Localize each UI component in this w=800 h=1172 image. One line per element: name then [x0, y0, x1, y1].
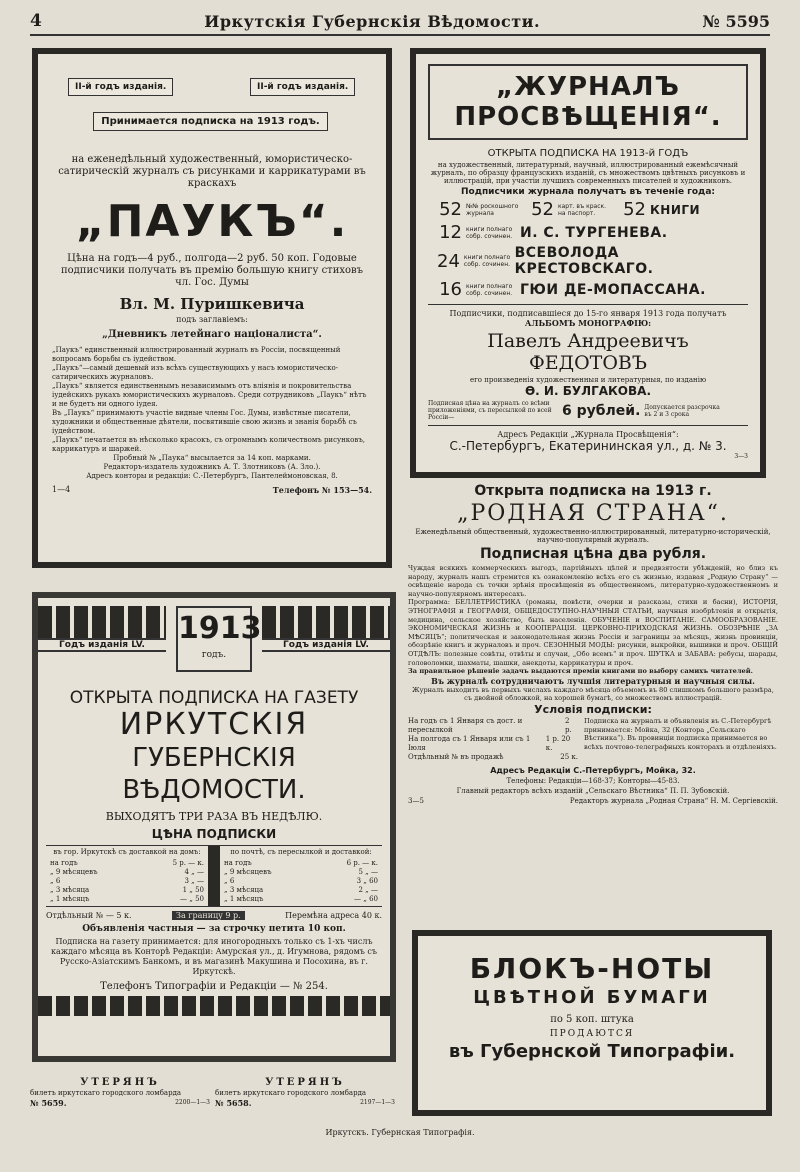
- rodnaya-para-2b: За правильное рѣшеніе задачъ выдаются преміи книгами по выбору самихъ читателей.: [408, 667, 753, 676]
- lost-2-code: 2197—1—3: [360, 1099, 395, 1106]
- lost-ticket-1: [30, 1078, 210, 1108]
- zhurnal-price: 6 рублей.: [562, 402, 641, 419]
- pauk-intro: на еженедѣльный художественный, юмористическо-сатирическій журналъ съ рисунками и каррикатурами въ краскахъ: [58, 154, 366, 189]
- term-year: На годъ съ 1 Января съ дост. и пересылкой: [408, 716, 523, 734]
- note-maupassant: книги полнаго собр. сочинен.: [466, 282, 513, 297]
- left-row: [50, 859, 204, 868]
- period: „ 1 мѣсяцъ: [50, 895, 90, 903]
- gazeta-ads: Объявленія частныя — за строчку петита 10 коп.: [82, 924, 346, 934]
- zhurnal-row-1: [428, 199, 748, 220]
- rodnaya-title: „РОДНАЯ СТРАНА“.: [457, 501, 729, 526]
- pauk-para-4: Въ „Паукъ“ принимаютъ участіе видные члены Гос. Думы, извѣстные писатели, художники и общественные дѣятели, посвятившіе свою жизнь и знанія борьбѣ съ іудейством.: [52, 409, 357, 435]
- period: на годъ: [224, 859, 252, 867]
- lost-1-title: УТЕРЯНЪ: [80, 1077, 160, 1088]
- price-divider: [208, 846, 220, 906]
- single-issue: Отдѣльный № — 5 к.: [46, 911, 132, 920]
- gazeta-title-2: ГУБЕРНСКІЯ ВѢДОМОСТИ.: [122, 743, 306, 805]
- price: 3 „ 60: [356, 877, 378, 885]
- price: 5 „ —: [358, 868, 378, 876]
- blok-sold: ПРОДАЮТСЯ: [549, 1029, 635, 1039]
- period: „ 3 мѣсяца: [50, 886, 90, 894]
- blok-where: въ Губернской Типографіи.: [448, 1041, 736, 1062]
- left-row: [50, 868, 204, 877]
- note-cards: карт. въ краск. на паспорт.: [558, 202, 607, 217]
- pauk-phone: Телефонъ № 153—54.: [272, 485, 372, 495]
- price: — „ 50: [180, 895, 204, 903]
- diamond-ornament-right: [262, 606, 390, 638]
- rodnaya-staff: Въ журналѣ сотрудничаютъ лучшія литературныя и научныя силы.: [431, 675, 755, 686]
- pauk-subtitle-pre: подъ заглавіемъ:: [176, 315, 248, 324]
- period: „ 1 мѣсяцъ: [224, 895, 264, 903]
- lost-ticket-2: [215, 1078, 395, 1108]
- address-change: Перемѣна адреса 40 к.: [285, 911, 382, 920]
- term-half: На полгода съ 1 Января или съ 1 Іюля: [408, 734, 531, 752]
- page-number: 4: [30, 11, 42, 31]
- rodnaya-para-1: Чуждая всякихъ коммерческихъ выгодъ, партійныхъ цѣлей и предвзятости убѣжденій, но близ къ народу, журналъ нашъ стремится къ ознакомленію всѣхъ его съ жизнью, издавая „Родную Страну“ — освѣщеніе народа съ точки зрѣнія просвѣщенія въ общественномъ, литературно-художественномъ и научно-популярномъ интересахъ.: [408, 564, 778, 598]
- gazeta-frequency: ВЫХОДЯТЪ ТРИ РАЗА ВЪ НЕДѢЛЮ.: [105, 810, 323, 823]
- zhurnal-row-maupassant: [428, 279, 748, 300]
- author-turgenev: И. С. ТУРГЕНЕВА.: [520, 224, 668, 241]
- right-row: [224, 877, 378, 886]
- right-row: [224, 859, 378, 868]
- blok-title: БЛОКЪ-НОТЫ: [469, 952, 715, 985]
- newspaper-title: Иркутскія Губернскія Вѣдомости.: [204, 11, 541, 31]
- right-row: [224, 868, 378, 877]
- zhurnal-row-turgenev: [428, 222, 748, 243]
- rodnaya-para-2: Программа: БЕЛЛЕТРИСТИКА (романы, повѣсти, очерки и разсказы, стихи и басни), ИСТОРІЯ, ЭТНОГРАФІЯ и ГЕОГРАФІЯ, ОБЩЕДОСТУПНО-НАУЧНЫЯ СТАТЬИ, научныя изобрѣтенія и открытія, медицина, сельское хозяйство, быть населенія. ОБУЧЕНІЕ и ВОСПИТАНІЕ. САМООБРАЗОВАНІЕ. ЭКОНОМИЧЕСКАЯ ЖИЗНЬ и КООПЕРАЦІЯ. ЦЕРКОВНО-ПРИХОДСКАЯ ЖИЗНЬ. ОБОЗРѢНІЕ „ЗА МѢСЯЦЪ“; политическая и законодательная жизнь Россіи и заграницы за мѣсяцъ, жизнь провинціи, обозрѣніе книгъ и журналовъ и проч. СЕЗОННЫЯ МОДЫ: рисунки, выкройки, вышивки и проч. ОБЩІЙ ОТДѢЛЪ: полезные совѣты, отвѣты и случаи, „Обо всемъ“ и проч. ШУТКА и ЗАБАВА: ребусы, шарады, головоломки, шахматы, шашки, анекдоты, каррикатуры и проч.: [408, 598, 778, 667]
- blok-sub: ЦВѢТНОЙ БУМАГИ: [473, 987, 711, 1008]
- rodnaya-para-3: Журналъ выходитъ въ первыхъ числахъ каждаго мѣсяца объемомъ въ 80 слишкомъ большого размѣра, съ двойной обложкой, на хорошей бумагѣ, со множествомъ иллюстрацій.: [412, 685, 774, 703]
- price-table-left: [50, 859, 204, 904]
- gazeta-open: ОТКРЫТА ПОДПИСКА НА ГАЗЕТУ: [69, 688, 359, 708]
- pauk-para-2: „Паукъ“—самый дешевый изъ всѣхъ существующихъ у насъ юмористическо-сатирическихъ журналовъ.: [52, 364, 339, 381]
- zhurnal-row-krestovsky: [428, 245, 748, 277]
- pauk-para-5: „Паукъ“ печатается въ нѣсколько красокъ, съ огромнымъ количествомъ рисунковъ, каррикатуръ и шаржей.: [52, 436, 366, 453]
- period: „ 3 мѣсяца: [224, 886, 264, 894]
- period: на годъ: [50, 859, 78, 867]
- note-krestovsky: книги полнаго собр. сочинен.: [463, 254, 511, 268]
- pauk-book: „Дневникъ летейнаго націоналиста“.: [102, 329, 322, 340]
- rodnaya-open: Открыта подписка на 1913 г.: [474, 483, 712, 499]
- diamond-ornament-left: [38, 606, 166, 638]
- pauk-title: „ПАУКЪ“.: [75, 196, 349, 247]
- note-turgenev: книги полнаго собр. сочинен.: [466, 225, 513, 240]
- issue-number: № 5595: [702, 11, 770, 31]
- album-label: АЛЬБОМЪ МОНОГРАФІЮ:: [524, 318, 652, 328]
- bulgakov: Ѳ. И. БУЛГАКОВА.: [524, 384, 652, 398]
- lost-2-text: билетъ иркутскаго городского ломбарда: [215, 1089, 367, 1097]
- price-col-left-header: въ гор. Иркутскѣ съ доставкой на домъ:: [53, 848, 201, 856]
- count-books: 52: [623, 199, 646, 220]
- price: 3 „ —: [184, 877, 204, 885]
- installment: Допускается разсрочка въ 2 и 3 срока: [644, 403, 720, 418]
- lost-1-text: билетъ иркутскаго городского ломбарда: [30, 1089, 182, 1097]
- count-cards: 52: [531, 199, 554, 220]
- year-tag-right: II-й годъ изданія.: [250, 78, 355, 96]
- diamond-ornament-bottom: [38, 996, 390, 1016]
- pauk-para-1: „Паукъ“ единственный иллюстрированный журналъ въ Россіи, посвященный вопросамъ борьбы съ іудейством.: [52, 346, 341, 363]
- gazeta-price-header: ЦѢНА ПОДПИСКИ: [151, 827, 277, 841]
- album-desc: его произведенія художественныя и литературныя, по изданію: [469, 376, 707, 384]
- page-header: [30, 8, 770, 36]
- painter-name: Павелъ Андреевичъ ФЕДОТОВЪ: [487, 330, 689, 374]
- foreign-price: За границу 9 р.: [172, 911, 245, 920]
- zhurnal-open: ОТКРЫТА ПОДПИСКА НА 1913-й ГОДЪ: [487, 148, 689, 159]
- rodnaya-code: 3—5: [408, 796, 424, 805]
- zhurnal-title: „ЖУРНАЛЪ ПРОСВѢЩЕНІЯ“.: [428, 64, 748, 140]
- term-single-value: 25 к.: [560, 752, 578, 761]
- rodnaya-terms: Условія подписки:: [534, 702, 652, 716]
- blok-noty-advertisement: [412, 930, 772, 1116]
- pauk-author: Вл. М. Пуришкевича: [119, 295, 305, 313]
- price: 6 р. — к.: [346, 859, 378, 867]
- pauk-para-6: Пробный № „Паука“ высылается за 14 коп. марками.: [113, 454, 311, 462]
- rodnaya-chief: Главный редакторъ всѣхъ изданій „Сельскаго Вѣстника“ П. П. Зубовскій.: [456, 786, 730, 795]
- period: „ 9 мѣсяцевъ: [224, 868, 272, 876]
- period: „ 6: [224, 877, 235, 885]
- pauk-code: 1—4: [52, 485, 71, 494]
- price: 5 р. — к.: [172, 859, 204, 867]
- rodnaya-address: Адресъ Редакціи С.-Петербургъ, Мойка, 32.: [490, 765, 696, 775]
- price: 4 „ —: [184, 868, 204, 876]
- zhurnal-receive: Подписчики журнала получатъ въ теченіе года:: [460, 187, 716, 197]
- period: „ 6: [50, 877, 61, 885]
- rodnaya-price: Подписная цѣна два рубля.: [479, 546, 707, 562]
- count-journals: 52: [439, 199, 462, 220]
- count-krestovsky: 24: [437, 250, 460, 272]
- term-year-value: 2 р.: [564, 716, 572, 734]
- lost-2-title: УТЕРЯНЪ: [265, 1077, 345, 1088]
- printer-imprint: Иркутскъ. Губернская Типографія.: [325, 1128, 475, 1137]
- rodnaya-phones: Телефоны: Редакціи—168-37; Конторы—45-83.: [506, 776, 680, 785]
- count-turgenev: 12: [439, 222, 462, 243]
- lost-1-code: 2200—1—3: [175, 1099, 210, 1106]
- year-tag-left: II-й годъ изданія.: [68, 78, 173, 96]
- pauk-para-3: „Паукъ“ является единственнымъ независимымъ отъ вліянія и покровительства іудейскихъ рукахъ юмористическихъ журналовъ. Среди сотрудниковъ „Паукъ“ нѣтъ и не будетъ ни одного іудея.: [52, 382, 367, 408]
- price: 1 „ 50: [182, 886, 204, 894]
- year-edition-left: Годъ изданія LV.: [38, 638, 166, 652]
- period: „ 9 мѣсяцевъ: [50, 868, 98, 876]
- pauk-editor: Редакторъ-издатель художникъ А. Т. Злотниковъ (А. Зло.).: [103, 463, 321, 471]
- gazeta-phone: Телефонъ Типографіи и Редакціи — № 254.: [100, 981, 328, 992]
- zhurnal-address: С.-Петербургъ, Екатерининская ул., д. № 3.: [449, 439, 727, 453]
- left-row: [50, 886, 204, 895]
- price-col-right-header: по почтѣ, съ пересылкой и доставкой:: [230, 848, 372, 856]
- lost-2-num: № 5658.: [215, 1098, 252, 1108]
- year-edition-right: Годъ изданія LV.: [262, 638, 390, 652]
- pauk-advertisement: [32, 48, 392, 568]
- rodnaya-desc: Еженедѣльный общественный, художественно-иллюстрированный, литературно-историческій, научно-популярный журналъ.: [415, 528, 771, 544]
- price: 2 „ —: [358, 886, 378, 894]
- term-half-value: 1 р. 20 к.: [545, 734, 571, 752]
- left-row: [50, 877, 204, 886]
- gazeta-year-sub: годъ.: [201, 650, 227, 660]
- album-pre: Подписчики, подписавшіеся до 15-го января 1913 года получатъ: [449, 309, 727, 318]
- rodnaya-editor: Редакторъ журнала „Родная Страна“ Н. М. Сергіевскій.: [569, 796, 778, 805]
- gazeta-title-1: ИРКУТСКІЯ: [119, 707, 309, 742]
- term-single: Отдѣльный № въ продажѣ: [408, 752, 504, 761]
- zhurnal-prosveshcheniya-advertisement: [410, 48, 766, 478]
- right-terms: Подписка на журналъ и объявленія въ С.-Петербургѣ принимается: Мойка, 32 (Контора „Сельскаго Вѣстника“). Въ провинціи подписка принимается во всѣхъ почтово-телеграфныхъ конторахъ и отдѣленіяхъ.: [584, 716, 777, 751]
- left-row: [50, 895, 204, 904]
- subscription-headline: Принимается подписка на 1913 годъ.: [93, 112, 328, 131]
- right-row: [224, 895, 378, 904]
- blok-price: по 5 коп. штука: [550, 1014, 634, 1025]
- right-row: [224, 886, 378, 895]
- price-table-right: [224, 859, 378, 904]
- zhurnal-address-pre: Адресъ Редакціи „Журнала Просвѣщенія“:: [497, 430, 679, 439]
- zhurnal-desc: на художественный, литературный, научный, иллюстрированный ежемѣсячный журналъ, по образцу французскихъ изданій, съ множествомъ цвѣтныхъ рисунковъ и иллюстрацій, при участіи лучшихъ современныхъ писателей и художниковъ.: [430, 161, 746, 185]
- pauk-address: Адресъ конторы и редакціи: С.-Петербургъ, Пантелеймоновская, 8.: [86, 472, 338, 480]
- note-journals: №№ роскошного журнала: [466, 202, 519, 217]
- author-krestovsky: ВСЕВОЛОДА КРЕСТОВСКАГО.: [514, 245, 654, 277]
- pauk-price: Цѣна на годъ—4 руб., полгода—2 руб. 50 коп. Годовые подписчики получать въ премію большую книгу стиховъ чл. Гос. Думы: [60, 253, 364, 288]
- note-books: КНИГИ: [650, 202, 701, 217]
- price-note: Подписная цѣна на журналъ со всѣми приложеніями, съ пересылкой по всей Россіи—: [428, 400, 552, 421]
- price: — „ 60: [354, 895, 378, 903]
- gazeta-year: 1913: [178, 611, 262, 646]
- gazeta-para-1: Подписка на газету принимается: для иногородныхъ только съ 1-хъ числъ каждаго мѣсяца въ Конторѣ Редакціи: Амурская ул., д. Игумнова, рядомъ съ Русско-Азіатскимъ Банкомъ, и въ магазинѣ Макушина и Посохина, въ г. Иркутскѣ.: [50, 937, 378, 976]
- irkutsk-gazette-advertisement: [32, 592, 396, 1062]
- zhurnal-code: 3—3: [734, 453, 748, 460]
- rodnaya-strana-advertisement: [408, 482, 778, 922]
- count-maupassant: 16: [439, 279, 462, 300]
- lost-1-num: № 5659.: [30, 1098, 67, 1108]
- author-maupassant: ГЮИ ДЕ-МОПАССАНА.: [520, 281, 706, 298]
